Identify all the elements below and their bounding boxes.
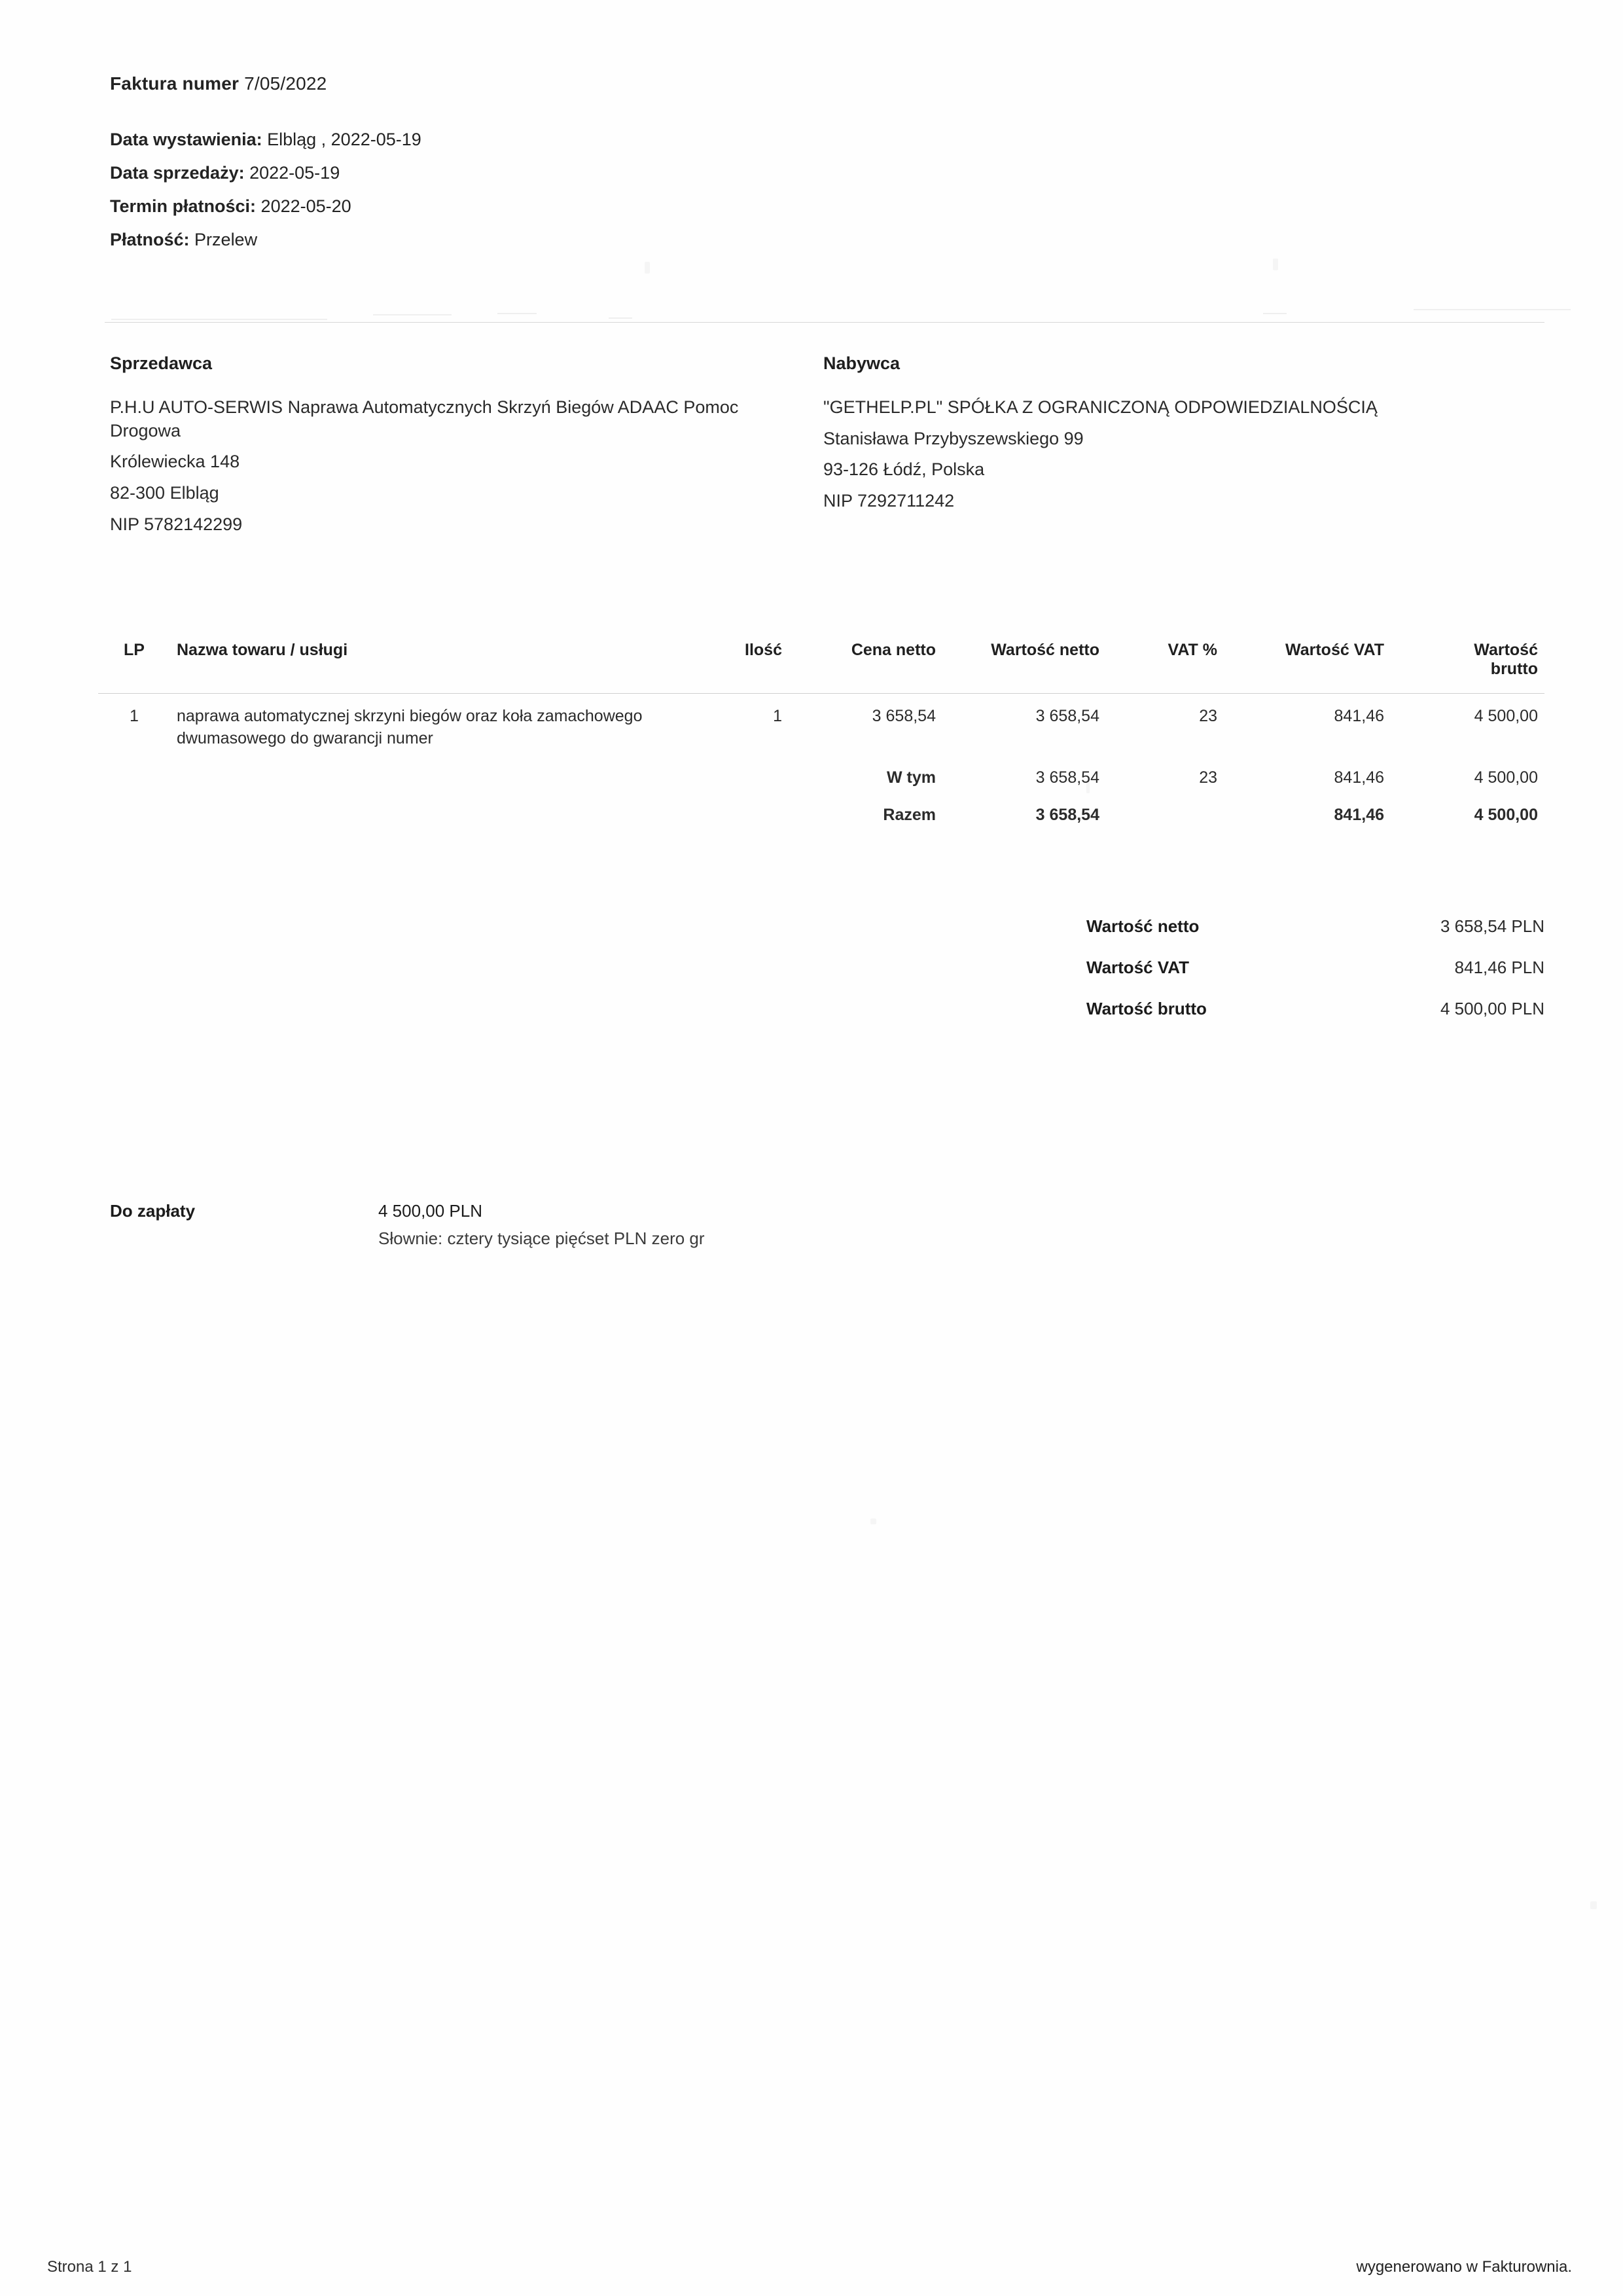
buyer-heading: Nabywca (823, 353, 901, 373)
column-header-vat-value: Wartość VAT (1285, 641, 1384, 659)
subtotal-spacer-qty (677, 757, 789, 794)
total-spacer-name (170, 794, 677, 831)
amount-payable-label: Do zapłaty (110, 1201, 196, 1221)
meta-due-date-value: 2022-05-20 (260, 196, 351, 216)
page-title (110, 73, 1537, 94)
invoice-number: 7/05/2022 (244, 73, 327, 94)
subtotal-vat-value: 841,46 (1334, 768, 1384, 787)
scan-artifact (373, 314, 452, 315)
meta-sale-date (110, 164, 1537, 182)
meta-due-date (110, 198, 1537, 215)
total-gross-row (1086, 999, 1544, 1019)
meta-issue-date-value: Elbląg , 2022-05-19 (267, 130, 421, 149)
buyer-block (823, 353, 1537, 544)
total-vat-value: 841,46 (1334, 805, 1384, 824)
total-label: Razem (883, 805, 936, 824)
total-gross-label: Wartość brutto (1086, 999, 1207, 1018)
meta-sale-date-value: 2022-05-19 (249, 163, 340, 183)
parties-section (110, 353, 1537, 544)
item-qty: 1 (773, 707, 782, 725)
buyer-name: "GETHELP.PL" SPÓŁKA Z OGRANICZONĄ ODPOWIEDZIALNOŚCIĄ (823, 397, 1378, 417)
column-header-vat-rate: VAT % (1168, 641, 1217, 659)
total-net-row (1086, 916, 1544, 937)
column-header-gross-line1: Wartość (1474, 641, 1538, 659)
buyer-street: Stanisława Przybyszewskiego 99 (823, 428, 1084, 448)
subtotal-spacer-name (170, 757, 677, 794)
total-spacer-vat-rate (1106, 794, 1224, 831)
buyer-city: 93-126 Łódź, Polska (823, 459, 985, 480)
meta-payment-method-value: Przelew (194, 230, 258, 249)
column-header-net-value: Wartość netto (991, 641, 1099, 659)
meta-due-date-label: Termin płatności: (110, 196, 257, 216)
total-vat-label: Wartość VAT (1086, 958, 1189, 977)
item-vat-value: 841,46 (1334, 707, 1384, 725)
total-vat-row (1086, 958, 1544, 978)
table-row (98, 694, 1544, 757)
meta-payment-method (110, 231, 1537, 249)
meta-payment-method-label: Płatność: (110, 230, 190, 249)
meta-sale-date-label: Data sprzedaży: (110, 163, 245, 183)
total-net-label: Wartość netto (1086, 916, 1200, 936)
invoice-title-label: Faktura numer (110, 73, 240, 94)
subtotal-net-value: 3 658,54 (1035, 768, 1099, 787)
invoice-header (110, 73, 1537, 264)
item-name: naprawa automatycznej skrzyni biegów oraz koła zamachowego dwumasowego do gwarancji numer (177, 707, 643, 747)
items-table (98, 632, 1544, 831)
seller-street: Królewiecka 148 (110, 452, 240, 472)
subtotal-label: W tym (887, 768, 936, 787)
item-net-price: 3 658,54 (872, 707, 936, 725)
total-net-value: 3 658,54 (1035, 805, 1099, 824)
total-spacer-qty (677, 794, 789, 831)
subtotal-row (98, 757, 1544, 794)
total-gross-value: 4 500,00 (1474, 805, 1538, 824)
seller-nip: NIP 5782142299 (110, 514, 243, 534)
scan-smudge (870, 1518, 876, 1524)
seller-city: 82-300 Elbląg (110, 482, 219, 503)
subtotal-vat-rate: 23 (1199, 768, 1217, 787)
subtotal-spacer-lp (98, 757, 170, 794)
column-header-net-price: Cena netto (851, 641, 936, 659)
total-spacer-lp (98, 794, 170, 831)
seller-name: P.H.U AUTO-SERWIS Naprawa Automatycznych Skrzyń Biegów ADAAC Pomoc Drogowa (110, 397, 739, 440)
scan-artifact (1414, 309, 1571, 310)
subtotal-gross-value: 4 500,00 (1474, 768, 1538, 787)
scan-artifact (609, 317, 632, 319)
scan-artifact (111, 319, 327, 320)
buyer-nip: NIP 7292711242 (823, 490, 955, 511)
items-table-header-row (98, 632, 1544, 694)
scan-smudge (1590, 1901, 1597, 1909)
meta-issue-date-label: Data wystawienia: (110, 130, 262, 149)
total-net-amount: 3 658,54 PLN (1440, 916, 1544, 936)
item-vat-rate: 23 (1199, 707, 1217, 725)
item-lp: 1 (130, 707, 139, 725)
column-header-lp: LP (124, 641, 145, 659)
total-gross-amount: 4 500,00 PLN (1440, 999, 1544, 1018)
item-net-value: 3 658,54 (1035, 707, 1099, 725)
seller-heading: Sprzedawca (110, 353, 213, 373)
totals-block (1086, 916, 1544, 1040)
footer-generator: wygenerowano w Fakturownia. (1356, 2258, 1572, 2276)
scan-artifact (1263, 313, 1287, 314)
column-header-qty: Ilość (745, 641, 782, 659)
column-header-gross-line2: brutto (1490, 660, 1538, 678)
column-header-name: Nazwa towaru / usługi (177, 641, 348, 659)
column-header-gross-value (1391, 632, 1544, 694)
seller-block (110, 353, 823, 544)
amount-payable-words: Słownie: cztery tysiące pięćset PLN zero gr (378, 1229, 705, 1248)
amount-payable-value: 4 500,00 PLN (378, 1201, 483, 1221)
meta-issue-date (110, 131, 1537, 149)
item-gross-value: 4 500,00 (1474, 707, 1538, 725)
total-vat-amount: 841,46 PLN (1454, 958, 1544, 977)
scan-artifact (497, 313, 537, 314)
total-row (98, 794, 1544, 831)
header-divider (105, 322, 1544, 323)
items-table-wrapper (98, 632, 1544, 831)
footer-page-number: Strona 1 z 1 (47, 2258, 132, 2276)
